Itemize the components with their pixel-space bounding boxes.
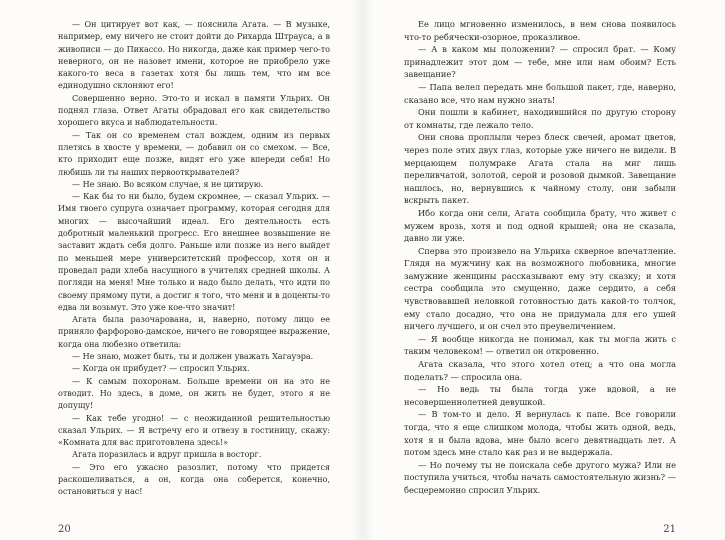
- paragraph: — Но почему ты не поискала себе другого мужа? Или не поступила учиться, чтобы начать самостоятельную жизнь? — бесцеремонно спросил Ульрих.: [404, 459, 676, 495]
- paragraph: — Не знаю. Во всяком случае, я не цитирую.: [72, 178, 264, 189]
- paragraph: Сперва это произвело на Ульриха скверное впечатление. Глядя на мужчину как на возможного любовника, многие замужние женщины рассказывают ему эту сказку; и хотя сестра сообщила это смущенно, даже сердито, а себя чувствовавшей неловкой готовностью дать какой-то толчок, ему стало досадно, что она не придумала для его ушей ничего лучшего, и он счел это преувеличением.: [404, 245, 676, 332]
- paragraph: — Когда он прибудет? — спросил Ульрих.: [72, 363, 250, 374]
- paragraph: — Не знаю, может быть, ты и должен уважать Хагауэра.: [72, 351, 314, 362]
- right-page-text: [404, 18, 676, 497]
- paragraph: — Но ведь ты была тогда уже вдовой, а не несовершеннолетней девушкой.: [404, 384, 676, 407]
- paragraph: — Я вообще никогда не понимал, как ты могла жить с таким человеком! — ответил он откровенно.: [404, 333, 676, 357]
- page-number: 21: [663, 524, 676, 535]
- left-page-text: [58, 18, 330, 498]
- paragraph: — Он цитирует вот как, — пояснила Агата. — В музыке, например, ему ничего не стоит дойти до Рихарда Штрауса, а в живописи — до Пикассо. Но никогда, даже как пример чего-то неверного, он не назовет имени, которое не приобрело уже какого-то веса в газетах хотя бы лишь тем, что им все единодушно склоняют его!: [58, 19, 330, 91]
- paragraph: Они пошли в кабинет, находившийся по другую сторону от комнаты, где лежало тело.: [404, 107, 676, 130]
- paragraph: Ибо когда они сели, Агата сообщила брату, что живет с мужем врозь, хотя и под одной крышей; она не сказала, давно ли уже.: [404, 207, 676, 244]
- paragraph: Агата была разочарована, и, наверно, потому лицо ее приняло фарфорово-дамское, ничего не говорящее выражение, когда она любезно ответила:: [58, 314, 330, 349]
- paragraph: Агата поразилась и вдруг пришла в восторг.: [72, 449, 262, 460]
- right-page: [404, 18, 676, 538]
- paragraph: Агата сказала, что этого хотел отец; а что она могла поделать? — спросила она.: [404, 359, 676, 382]
- paragraph: — В том-то и дело. Я вернулась к папе. Все говорили тогда, что я еще слишком молода, чтобы жить одной, ведь, хотя я и была вдова, мне было всего девятнадцать лет. А потом здесь мне стало как раз и не выдержала.: [404, 409, 676, 458]
- paragraph: — К самым похоронам. Больше времени он на это не отводит. Но здесь, в доме, он жить не будет, этого я не допущу!: [58, 375, 330, 411]
- paragraph: — Это его ужасно разозлит, потому что придется раскошеливаться, а он, когда она соберется, конечно, остановиться у нас!: [58, 461, 330, 497]
- paragraph: Они снова проплыли через блеск свечей, аромат цветов, через поле этих двух глаз, которые уже ничего не видели. В мерцающем полумраке Агата стала на миг лишь переливчатой, золотой, серой и розовой дымкой. Завещание нашлось, но, вернувшись к чайному столу, они забыли вскрыть пакет.: [404, 132, 676, 206]
- left-page: [58, 18, 330, 538]
- paragraph: — Как тебе угодно! — с неожиданной решительностью сказал Ульрих. — Я встречу его и отвезу в гостиницу, скажу: «Комната для вас приготовлена здесь!»: [58, 412, 330, 448]
- paragraph: — А в каком мы положении? — спросил брат. — Кому принадлежит этот дом — тебе, мне или нам обоим? Есть завещание?: [404, 44, 676, 80]
- page-number: 20: [58, 524, 71, 535]
- paragraph: — Так он со временем стал вождем, одним из первых плетясь в хвосте у времени, — добавил он со смехом. — Все, кто приходит еще позже, видят его уже впереди себя! Но любишь ли ты наших первооткрывателей?: [58, 129, 330, 177]
- paragraph: — Папа велел передать мне большой пакет, где, наверно, сказано все, что нам нужно знать!: [404, 81, 676, 105]
- book-gutter: [352, 0, 374, 540]
- paragraph: — Как бы то ни было, будем скромнее, — сказал Ульрих. — Имя твоего супруга означает программу, которая сегодня для многих — высочайший идеал. Его деятельность есть добротный маленький прогресс. Его внешнее возвышение не заставит ждать себя долго. Раньше или позже из него выйдет по меньшей мере университетский профессор, хотя он и проведал ради хлеба насущного в учителях средней школы. А погляди на меня! Мне только и надо было делать, что идти по своему прямому пути, а достиг я того, что меня и в доценты-то едва ли возьмут. Это уже кое-что значит!: [58, 191, 330, 312]
- paragraph: Совершенно верно. Это-то и искал в памяти Ульрих. Он поднял глаза. Ответ Агаты обрадовал его как свидетельство хорошего вкуса и наблюдательности.: [58, 92, 330, 128]
- paragraph: Ее лицо мгновенно изменилось, в нем снова появилось что-то ребячески-озорное, проказливое.: [404, 19, 676, 42]
